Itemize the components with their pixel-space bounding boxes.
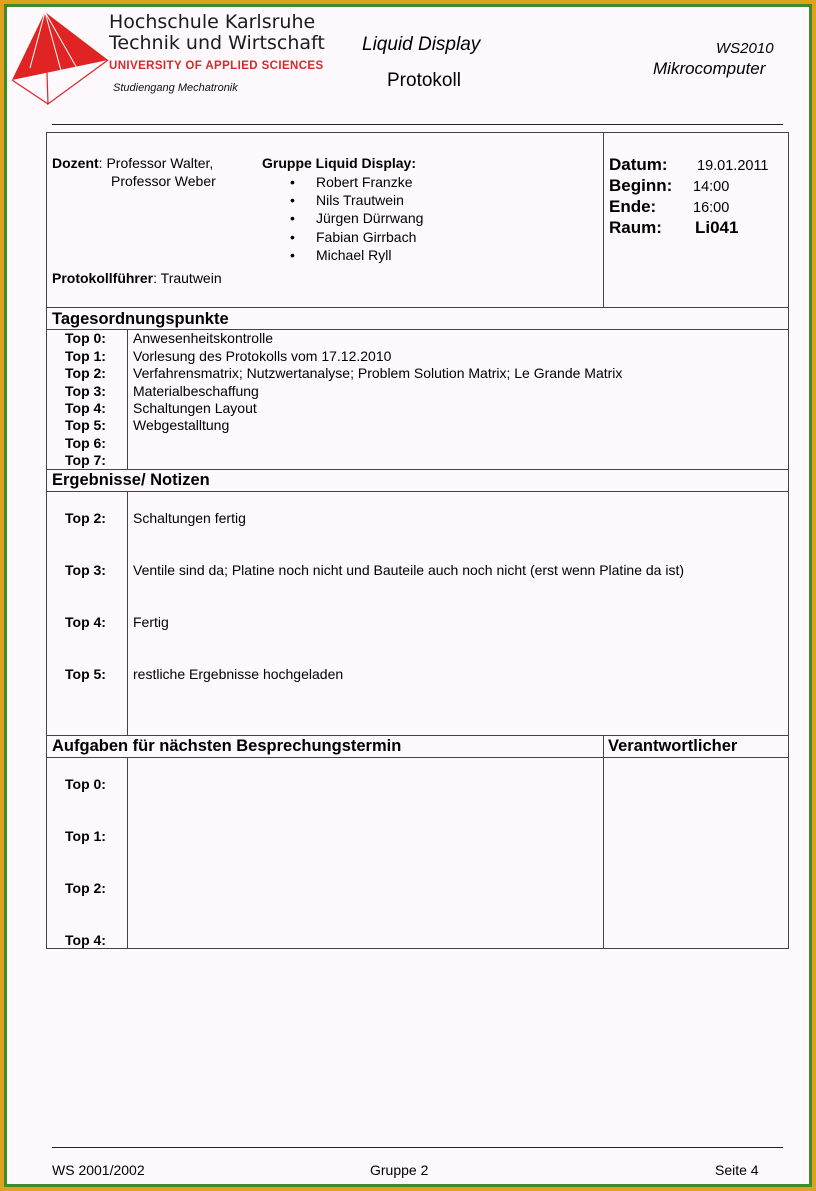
agenda-label: Top 2:	[65, 365, 106, 381]
agenda-text: Vorlesung des Protokolls vom 17.12.2010	[133, 348, 392, 364]
result-text: Schaltungen fertig	[133, 510, 246, 526]
project-title: Liquid Display	[362, 34, 481, 55]
member-item: • Robert Franzke	[316, 174, 412, 190]
course-name: Mikrocomputer	[653, 59, 766, 78]
university-name-line1: Hochschule Karlsruhe	[109, 11, 316, 33]
result-label: Top 4:	[65, 614, 106, 630]
agenda-label: Top 1:	[65, 348, 106, 364]
agenda-text: Schaltungen Layout	[133, 400, 257, 416]
task-label: Top 0:	[65, 776, 106, 792]
agenda-title: Tagesordnungspunkte	[52, 310, 229, 328]
agenda-text: Anwesenheitskontrolle	[133, 330, 274, 346]
program-name: Studiengang Mechatronik	[113, 82, 238, 94]
responsible-title: Verantwortlicher	[608, 737, 738, 755]
footer-center: Gruppe 2	[370, 1162, 429, 1178]
tasks-box	[46, 735, 789, 949]
agenda-label: Top 5:	[65, 417, 106, 433]
recorder-line: Protokollführer: Trautwein	[52, 270, 222, 286]
result-label: Top 5:	[65, 666, 106, 682]
member-item: • Michael Ryll	[316, 247, 391, 263]
tasks-title: Aufgaben für nächsten Besprechungstermin	[52, 737, 402, 755]
result-text: Fertig	[133, 614, 169, 630]
university-name-line2: Technik und Wirtschaft	[109, 32, 325, 54]
header-rule	[52, 124, 783, 125]
result-label: Top 3:	[65, 562, 106, 578]
agenda-text: Webgestalltung	[133, 417, 230, 433]
agenda-label: Top 6:	[65, 435, 106, 451]
university-name-line3: UNIVERSITY OF APPLIED SCIENCES	[109, 60, 324, 72]
agenda-label: Top 3:	[65, 383, 106, 399]
dozent-line2: Professor Weber	[111, 173, 216, 189]
ende-label: Ende:	[609, 197, 657, 216]
university-logo-icon	[8, 8, 113, 113]
datum-label: Datum:	[609, 155, 668, 174]
semester: WS2010	[716, 40, 774, 57]
dozent-line1: Dozent: Professor Walter,	[52, 155, 214, 171]
result-text: Ventile sind da; Platine noch nicht und Bauteile auch noch nicht (erst wenn Platine da ist)	[133, 562, 685, 578]
footer-rule	[52, 1147, 783, 1148]
footer-right: Seite 4	[715, 1162, 759, 1178]
beginn-value: 14:00	[693, 179, 730, 195]
task-label: Top 4:	[65, 932, 106, 948]
agenda-label: Top 0:	[65, 330, 106, 346]
raum-label: Raum:	[609, 218, 662, 237]
agenda-text: Verfahrensmatrix; Nutzwertanalyse; Problem Solution Matrix; Le Grande Matrix	[133, 365, 623, 381]
group-label: Gruppe Liquid Display:	[262, 155, 417, 171]
result-text: restliche Ergebnisse hochgeladen	[133, 666, 344, 682]
beginn-label: Beginn:	[609, 176, 673, 195]
footer-left: WS 2001/2002	[52, 1162, 145, 1178]
results-title: Ergebnisse/ Notizen	[52, 471, 210, 489]
member-item: • Fabian Girrbach	[316, 229, 416, 245]
task-label: Top 1:	[65, 828, 106, 844]
result-label: Top 2:	[65, 510, 106, 526]
agenda-label: Top 4:	[65, 400, 106, 416]
agenda-label: Top 7:	[65, 452, 106, 468]
member-item: • Jürgen Dürrwang	[316, 210, 423, 226]
raum-value: Li041	[695, 218, 739, 237]
member-item: • Nils Trautwein	[316, 192, 404, 208]
agenda-text: Materialbeschaffung	[133, 383, 259, 399]
datum-value: 19.01.2011	[697, 158, 769, 174]
task-label: Top 2:	[65, 880, 106, 896]
doc-type: Protokoll	[387, 70, 461, 91]
ende-value: 16:00	[693, 200, 730, 216]
